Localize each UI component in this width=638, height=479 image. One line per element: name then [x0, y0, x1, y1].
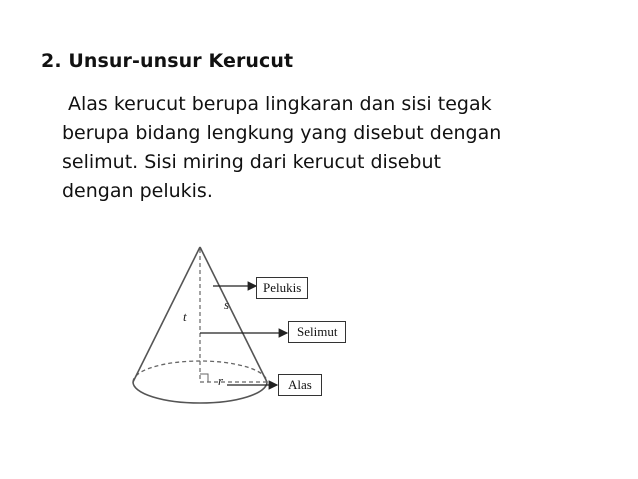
label-selimut: Selimut: [288, 321, 346, 343]
label-variable-s: s: [224, 297, 230, 312]
right-angle-marker: [200, 374, 208, 382]
label-variable-t: t: [183, 309, 187, 324]
label-variable-r: r: [218, 373, 224, 388]
paragraph-line: selimut. Sisi miring dari kerucut disebut: [62, 151, 441, 173]
paragraph-line: Alas kerucut berupa lingkaran dan sisi tegak: [68, 93, 492, 115]
label-pelukis: Pelukis: [256, 277, 308, 299]
paragraph-line: berupa bidang lengkung yang disebut dengan: [62, 122, 502, 144]
paragraph-line: dengan pelukis.: [62, 180, 213, 202]
label-alas: Alas: [278, 374, 322, 396]
section-heading: 2. Unsur-unsur Kerucut: [41, 50, 294, 72]
